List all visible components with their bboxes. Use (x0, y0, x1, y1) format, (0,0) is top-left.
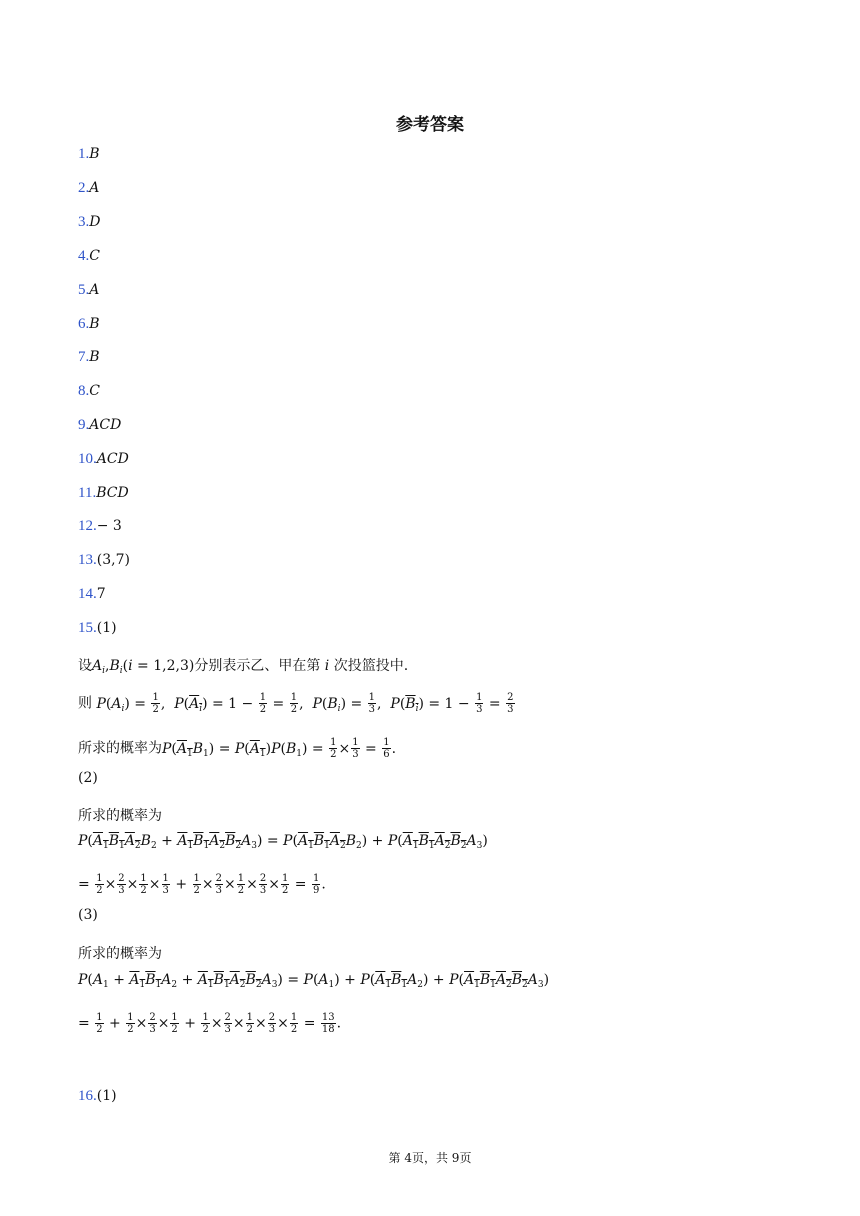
prob-label: 所求的概率为 (78, 740, 162, 757)
setup-text: 次投篮投中. (333, 658, 409, 674)
answer-item (78, 146, 100, 163)
answer-value: A (89, 282, 100, 298)
setup-text: 分别表示乙、甲在第 (194, 658, 321, 674)
answer-value: BCD (96, 485, 129, 501)
answer-item (78, 214, 100, 231)
math-inline: i (324, 658, 330, 674)
math-block: $P(A_1B_1) = P(A_1)P(B_1)$ = $\frac{1}{2}$ × $\frac{1}{3}$ = $\frac{1}{6}$ . (162, 737, 397, 760)
setup-text: 设 (78, 658, 92, 674)
then-text: 则 (78, 695, 92, 712)
answer-item (78, 248, 100, 265)
answer-value: B (89, 146, 100, 162)
page-footer: 第 4页，共 9页 (388, 1151, 472, 1165)
answer-value: C (89, 383, 100, 399)
part-label: (1) (96, 620, 117, 636)
answer-value: (3,7) (96, 552, 130, 568)
answer-number: 2. (78, 180, 90, 196)
answer-value: B (89, 349, 100, 365)
part-label: (2) (78, 770, 98, 786)
part-label: (1) (96, 1088, 117, 1104)
answer-number: 15. (78, 620, 97, 636)
answer-value: ACD (89, 417, 122, 433)
answer-value: D (89, 214, 101, 230)
q15-part1-result (78, 737, 396, 760)
answer-number: 12. (78, 518, 97, 534)
math-block: $P(A_1 + A_1B_1A_2 + A_1B_1A_2B_2A_3) = P(A_1) + P(A_1B_1A_2) + P(A_1B_1A_2B_2A_3)$ (78, 972, 550, 990)
prob-label: 所求的概率为 (78, 946, 162, 962)
answer-item (78, 417, 121, 434)
answer-number: 5. (78, 282, 90, 298)
answer-item (78, 180, 99, 197)
part-label: (3) (78, 907, 98, 923)
answer-item (78, 552, 130, 569)
answer-item (78, 518, 122, 535)
math-block: $P(A_i)$ = $\frac{1}{2}$ , $P(A_i) = 1$ − $\frac{1}{2}$ = $\frac{1}{2}$ , $P(B_i)$ = $\frac{1}{3}$ , $P(B_i) = 1$ − $\frac{1}{3}$ = $\frac{2}{3}$ (96, 692, 514, 715)
answer-item (78, 282, 99, 299)
answer-number: 8. (78, 383, 90, 399)
answer-number: 16. (78, 1088, 97, 1104)
answer-value: A (89, 180, 100, 196)
q15-then-line (78, 692, 516, 715)
q15-heading (78, 620, 117, 637)
answer-number: 10. (78, 451, 97, 467)
answer-number: 4. (78, 248, 90, 264)
answer-number: 6. (78, 316, 90, 332)
answer-number: 14. (78, 586, 97, 602)
answer-number: 1. (78, 146, 90, 162)
prob-label: 所求的概率为 (78, 808, 162, 824)
answer-item (78, 586, 106, 603)
answer-item (78, 485, 129, 502)
q16-heading (78, 1088, 117, 1105)
answer-number: 13. (78, 552, 97, 568)
answer-value: B (89, 316, 100, 332)
answer-value: ACD (96, 451, 129, 467)
math-block: $P(A_1B_1A_2B_2 + A_1B_1A_2B_2A_3) = P(A_1B_1A_2B_2) + P(A_1B_1A_2B_2A_3)$ (78, 833, 488, 851)
math-inline: $A_i,B_i(i = 1,2,3)$ (92, 658, 195, 676)
math-block: = $\frac{1}{2}$ × $\frac{2}{3}$ × $\frac{1}{2}$ × $\frac{1}{3}$ + $\frac{1}{2}$ × $\frac{2}{3}$ × $\frac{1}{2}$ × $\frac{2}{3}$ × $\frac{1}{2}$ = $\frac{1}{9}$ . (78, 873, 326, 896)
answer-value: 7 (96, 586, 106, 602)
math-block: = $\frac{1}{2}$ + $\frac{1}{2}$ × $\frac{2}{3}$ × $\frac{1}{2}$ + $\frac{1}{2}$ × $\frac{2}{3}$ × $\frac{1}{2}$ × $\frac{2}{3}$ × $\frac{1}{2}$ = $\frac{13}{18}$ . (78, 1012, 342, 1035)
page-title: 参考答案 (396, 115, 464, 135)
answer-number: 11. (78, 485, 97, 501)
answer-value: C (89, 248, 100, 264)
answer-number: 9. (78, 417, 90, 433)
answer-value: − 3 (96, 518, 122, 534)
answer-item (78, 451, 129, 468)
answer-item (78, 383, 100, 400)
answer-number: 3. (78, 214, 90, 230)
q15-setup-line (78, 655, 408, 676)
answer-item (78, 316, 100, 333)
answer-item (78, 349, 100, 366)
answer-number: 7. (78, 349, 90, 365)
